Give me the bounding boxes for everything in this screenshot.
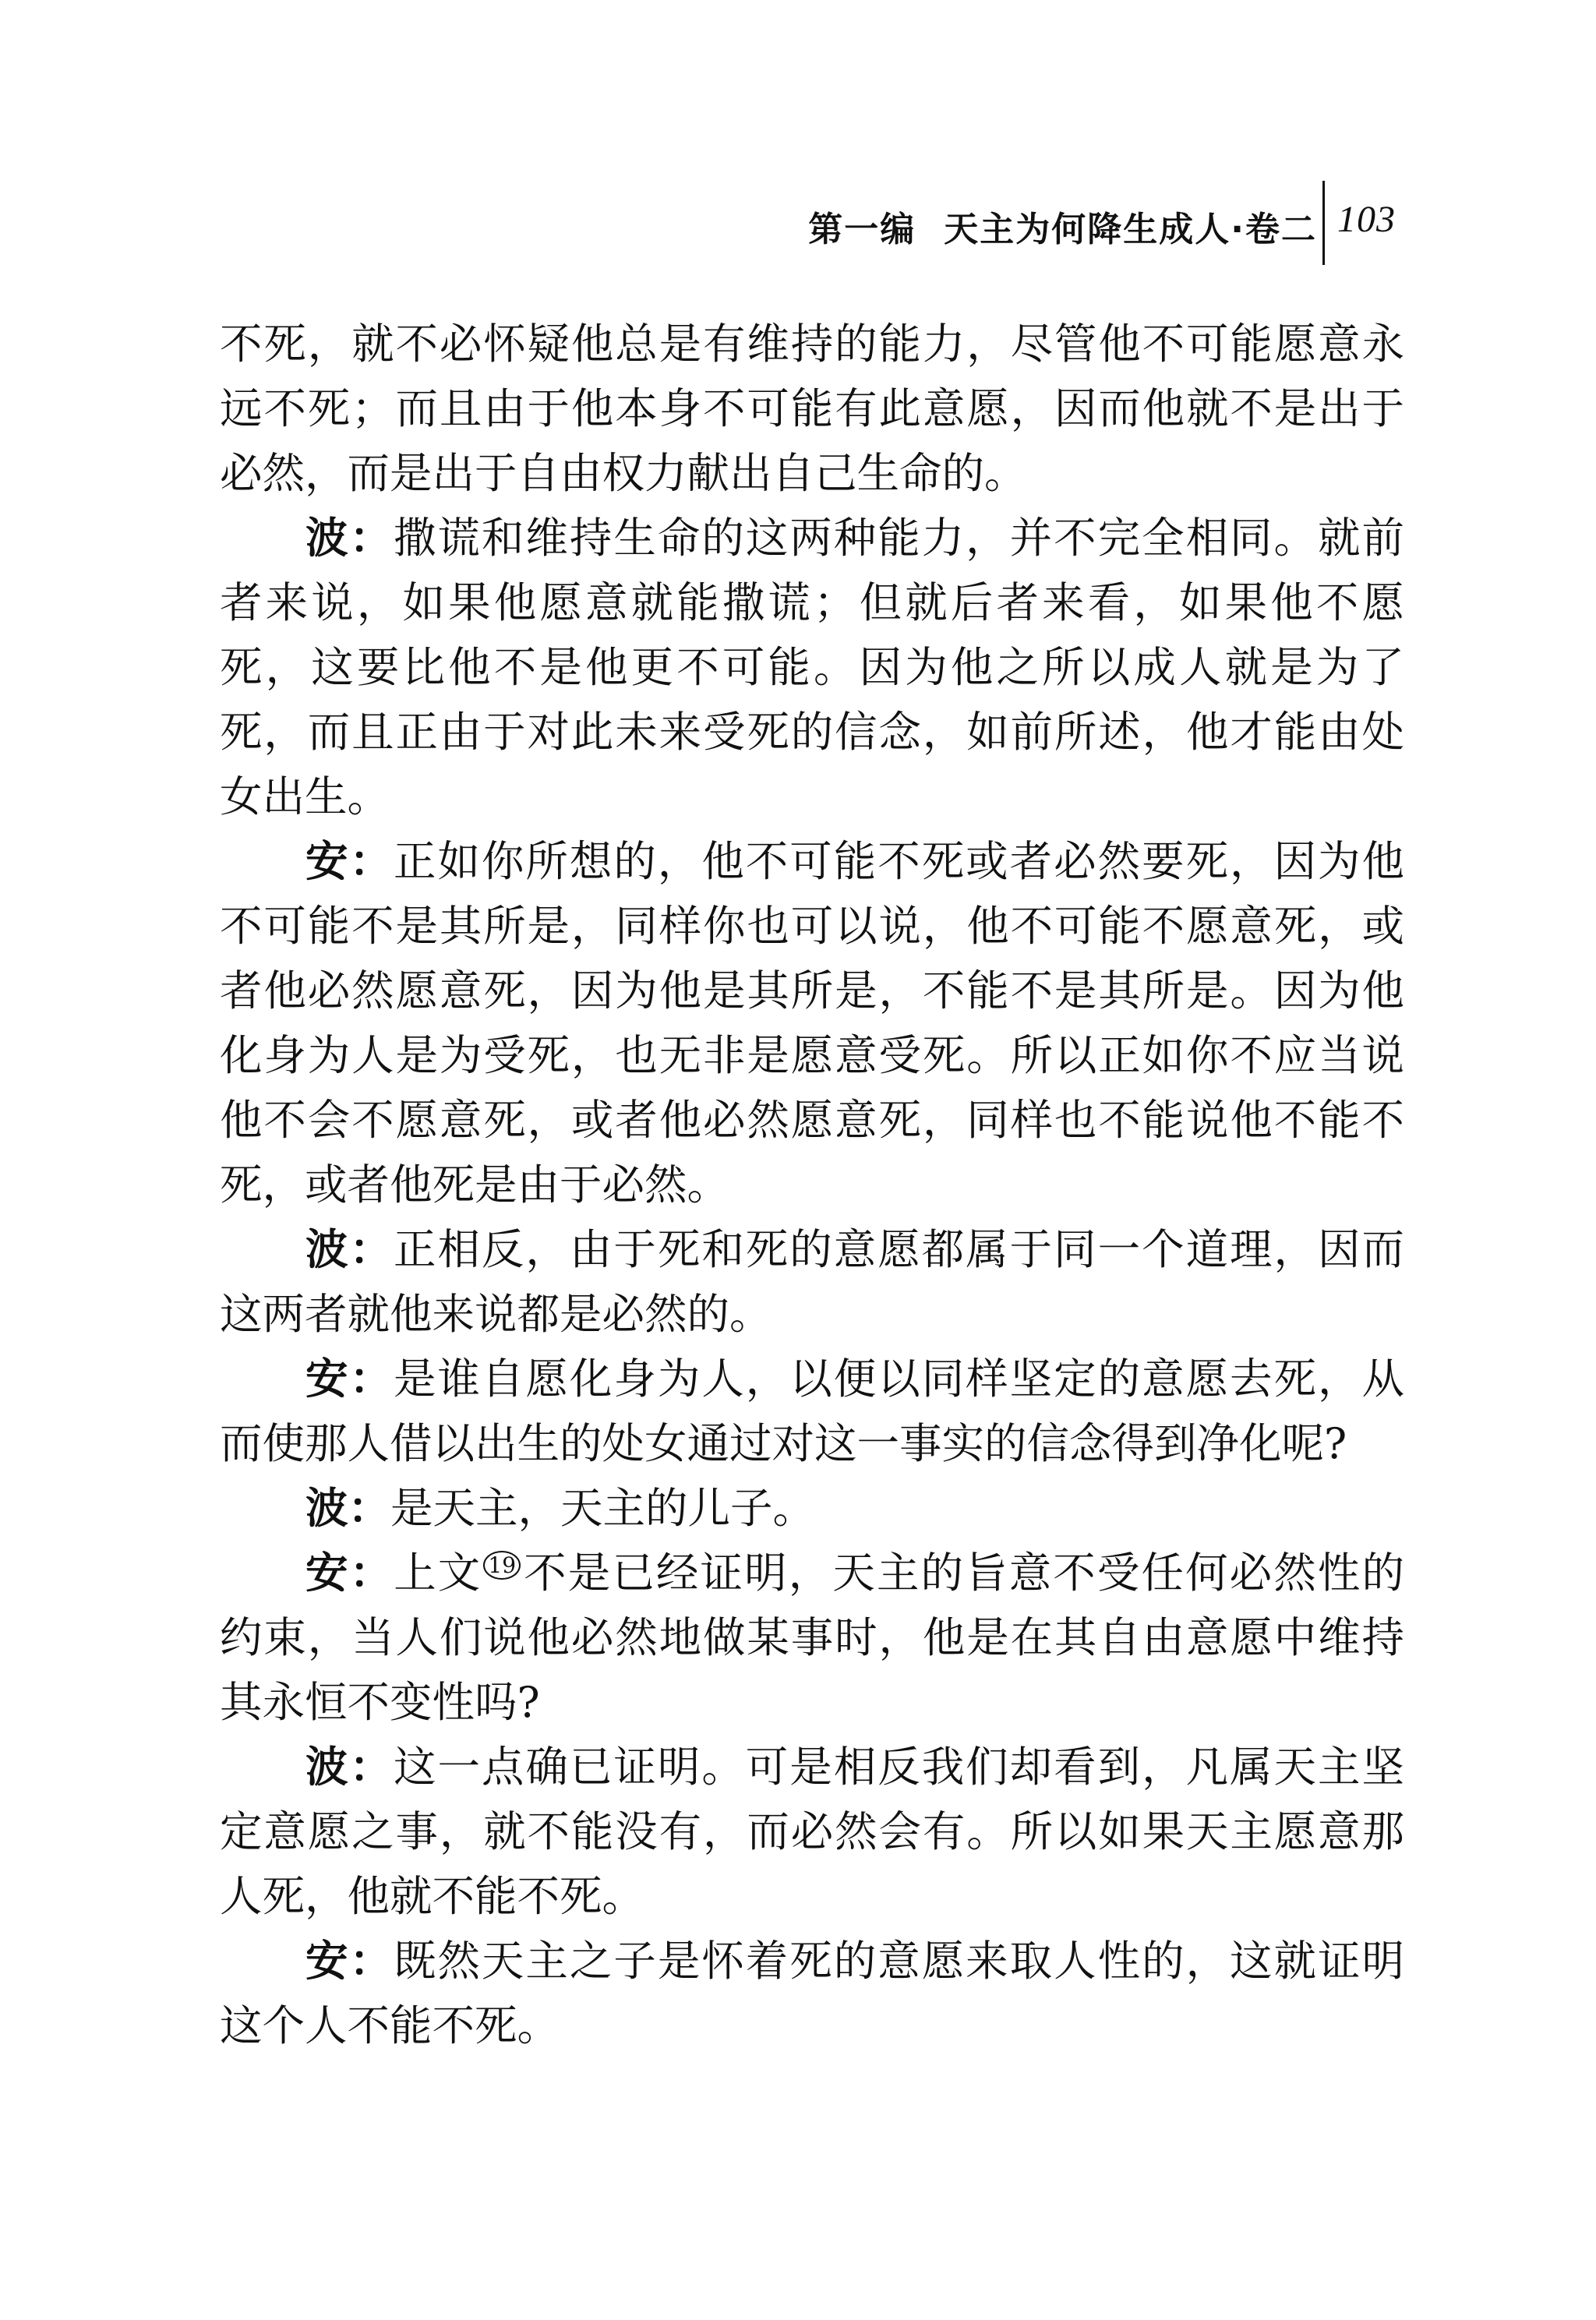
paragraph [220, 829, 1404, 1217]
paragraph-text: 正如你所想的，他不可能不死或者必然要死，因为他不可能不是其所是，同样你也可以说，他不可能不愿意死，或者他必然愿意死，因为他是其所是，不能不是其所是。因为他化身为人是为受死，也无非是愿意受死。所以正如你不应当说他不会不愿意死，或者他必然愿意死，同样也不能说他不能不死，或者他死是由于必然。 [220, 836, 1404, 1209]
paragraph [220, 1541, 1404, 1735]
speaker-label: 安： [305, 836, 394, 886]
paragraph [220, 506, 1404, 829]
paragraph-text: 撒谎和维持生命的这两种能力，并不完全相同。就前者来说，如果他愿意就能撒谎；但就后者来看，如果他不愿死，这要比他不是他更不可能。因为他之所以成人就是为了死，而且正由于对此未来受死的信念，如前所述，他才能由处女出生。 [220, 513, 1404, 821]
header-divider [1322, 181, 1325, 265]
paragraph [220, 1217, 1404, 1347]
part-label: 第一编 [808, 210, 916, 249]
speaker-label: 安： [305, 1548, 394, 1598]
paragraph-text: 正相反，由于死和死的意愿都属于同一个道理，因而这两者就他来说都是必然的。 [220, 1224, 1404, 1339]
paragraph [220, 1929, 1404, 2058]
speaker-label: 波： [305, 1742, 394, 1792]
paragraph-text: 是谁自愿化身为人，以便以同样坚定的意愿去死，从而使那人借以出生的处女通过对这一事实的信念得到净化呢? [220, 1354, 1404, 1468]
speaker-label: 波： [305, 1483, 391, 1533]
paragraph-text: 这一点确已证明。可是相反我们却看到，凡属天主坚定意愿之事，就不能没有，而必然会有。所以如果天主愿意那人死，他就不能不死。 [220, 1742, 1404, 1921]
speaker-label: 安： [305, 1936, 394, 1986]
speaker-label: 波： [305, 513, 394, 563]
footnote-marker[interactable]: 19 [483, 1551, 521, 1580]
paragraph [220, 1347, 1404, 1476]
paragraph [220, 1476, 1404, 1541]
paragraph-text: 不是已经证明，天主的旨意不受任何必然性的约束，当人们说他必然地做某事时，他是在其自由意愿中维持其永恒不变性吗? [220, 1548, 1404, 1727]
chapter-title: 天主为何降生成人·卷二 [944, 210, 1317, 249]
paragraph-text: 是天主，天主的儿子。 [390, 1483, 816, 1533]
body-text [220, 312, 1404, 2058]
paragraph-text: 既然天主之子是怀着死的意愿来取人性的，这就证明这个人不能不死。 [220, 1936, 1404, 2050]
page-number: 103 [1337, 199, 1396, 240]
paragraph-text: 不死，就不必怀疑他总是有维持的能力，尽管他不可能愿意永远不死；而且由于他本身不可能有此意愿，因而他就不是出于必然，而是出于自由权力献出自己生命的。 [220, 319, 1404, 498]
speaker-label: 安： [305, 1354, 394, 1404]
running-head [0, 201, 1317, 251]
paragraph [220, 1735, 1404, 1929]
speaker-label: 波： [305, 1224, 394, 1274]
paragraph-text-lead: 上文 [394, 1548, 482, 1598]
paragraph [220, 312, 1404, 506]
